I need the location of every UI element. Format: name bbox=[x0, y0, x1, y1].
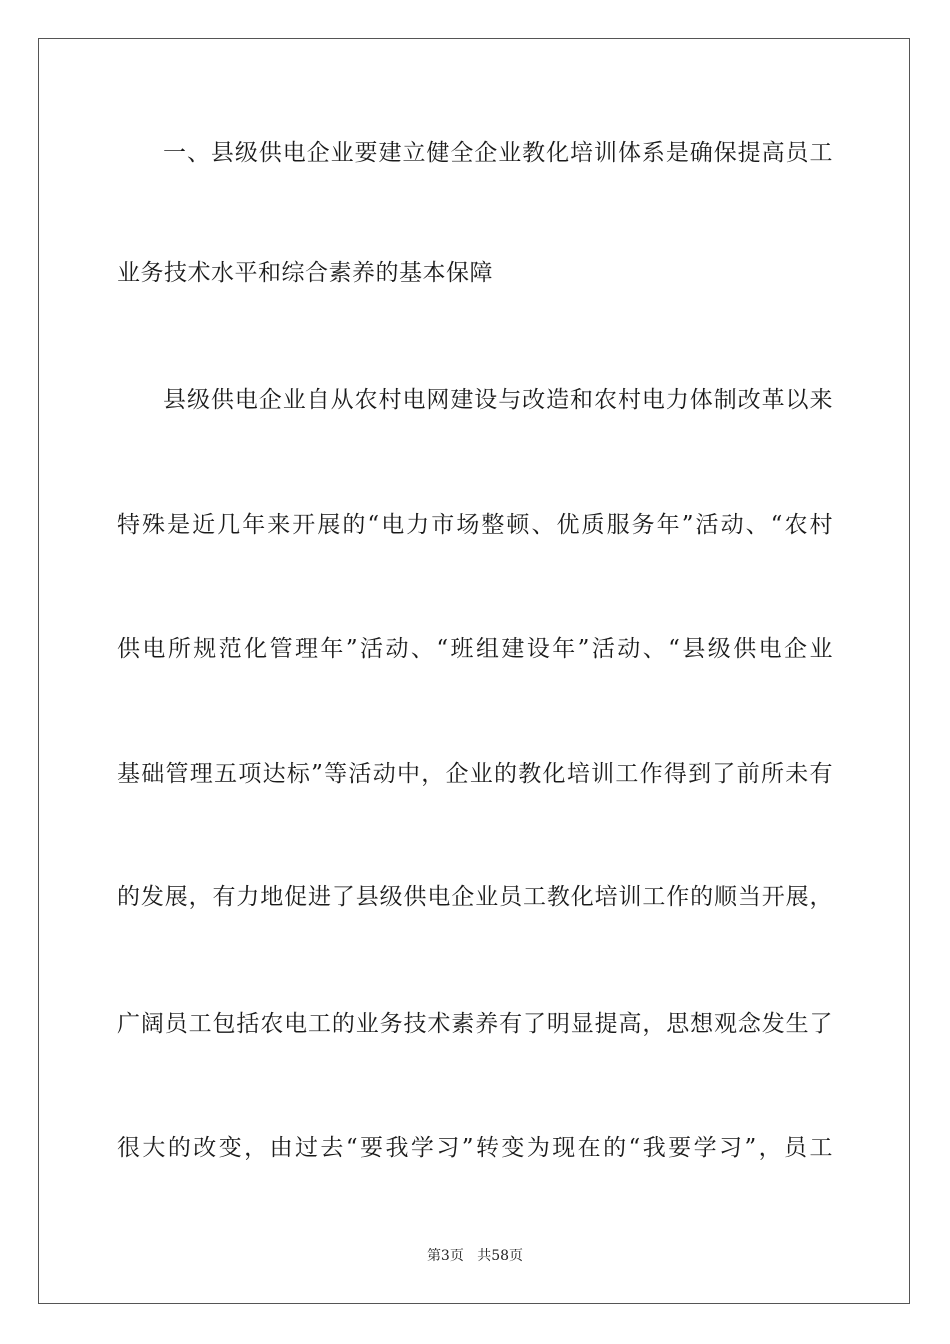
paragraph-line-3: 供电所规范化管理年”活动、“班组建设年”活动、“县级供电企业 bbox=[117, 636, 833, 662]
paragraph-line-2: 特殊是近几年来开展的“电力市场整顿、优质服务年”活动、“农村 bbox=[117, 512, 833, 538]
paragraph-line-6: 广阔员工包括农电工的业务技术素养有了明显提高，思想观念发生了 bbox=[117, 1011, 833, 1037]
page-number: 第3页 bbox=[426, 1248, 464, 1264]
heading-line-2: 业务技术水平和综合素养的基本保障 bbox=[117, 260, 493, 286]
paragraph-line-5: 的发展，有力地促进了县级供电企业员工教化培训工作的顺当开展， bbox=[117, 884, 833, 910]
paragraph-line-1: 县级供电企业自从农村电网建设与改造和农村电力体制改革以来 bbox=[163, 387, 833, 413]
page-footer bbox=[0, 1247, 950, 1265]
page-border bbox=[38, 38, 910, 1304]
paragraph-line-4: 基础管理五项达标”等活动中，企业的教化培训工作得到了前所未有 bbox=[117, 761, 833, 787]
page-total: 共58页 bbox=[477, 1248, 524, 1264]
paragraph-line-7: 很大的改变，由过去“要我学习”转变为现在的“我要学习”，员工 bbox=[117, 1135, 833, 1161]
heading-line-1: 一、县级供电企业要建立健全企业教化培训体系是确保提高员工 bbox=[163, 140, 833, 166]
